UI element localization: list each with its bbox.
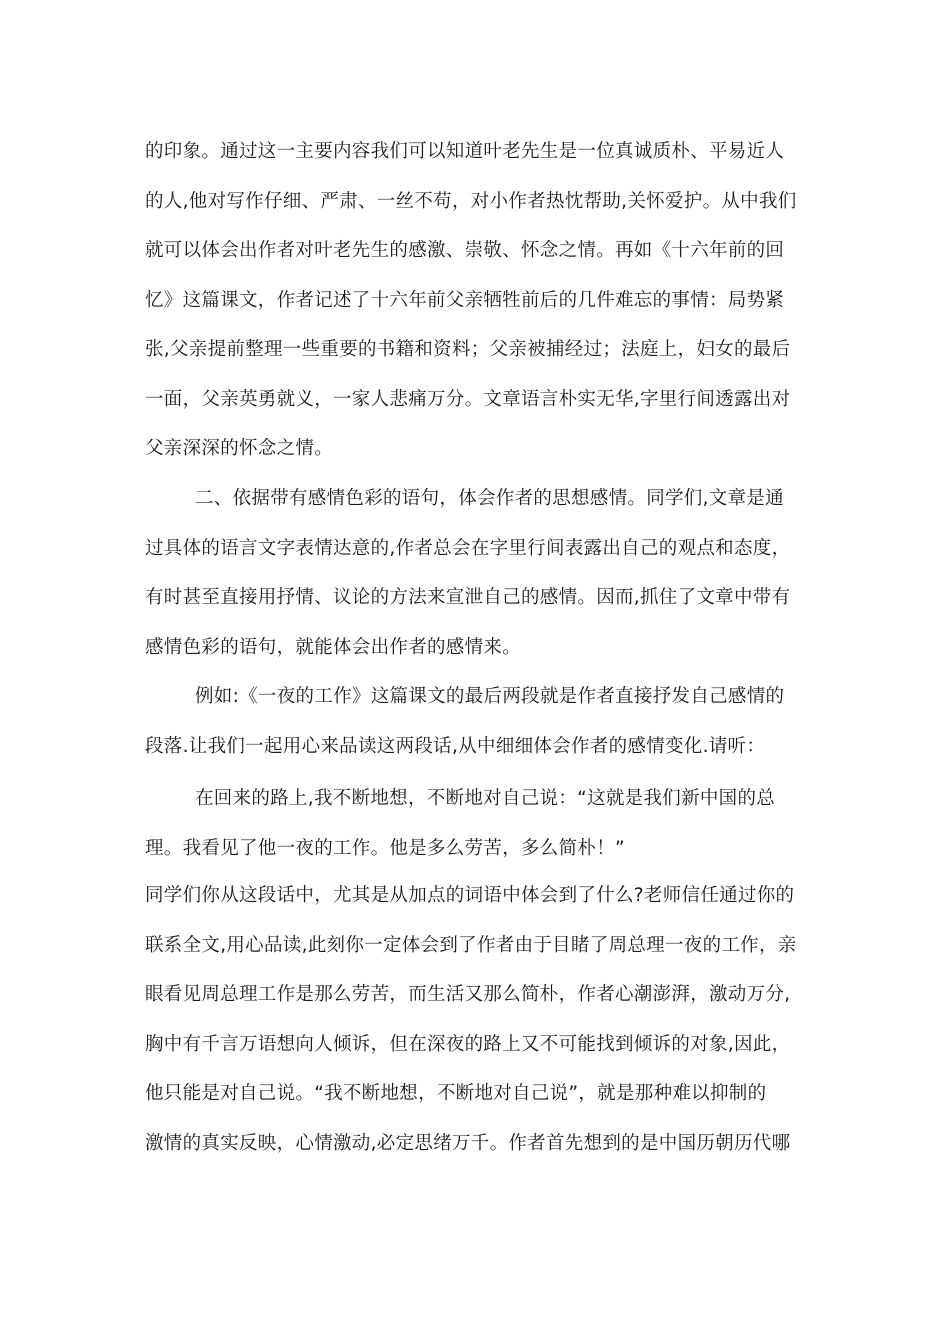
text-line: 的人,他对写作仔细、严肃、一丝不苟，对小作者热忱帮助,关怀爱护。从中我们 bbox=[145, 190, 797, 212]
text-line: 理。我看见了他一夜的工作。他是多么劳苦，多么简朴！” bbox=[145, 837, 625, 859]
quoted-passage bbox=[145, 774, 810, 873]
text-line: 在回来的路上,我不断地想，不断地对自己说：“这就是我们新中国的总 bbox=[195, 788, 776, 809]
text-line: 眼看见周总理工作是那么劳苦，而生活又那么简朴，作者心潮澎湃，激动万分, bbox=[145, 984, 791, 1005]
text-line: 感情色彩的语句，就能体会出作者的感情来。 bbox=[145, 636, 522, 658]
text-line: 父亲深深的怀念之情。 bbox=[145, 438, 334, 459]
paragraph-2 bbox=[145, 474, 810, 672]
text-line: 的印象。通过这一主要内容我们可以知道叶老先生是一位真诚质朴、平易近人 bbox=[145, 141, 785, 162]
text-line: 同学们你从这段话中，尤其是从加点的词语中体会到了什么?老师信任通过你的 bbox=[145, 885, 795, 906]
text-line: 张,父亲提前整理一些重要的书籍和资料；父亲被捕经过；法庭上，妇女的最后 bbox=[145, 339, 791, 360]
text-line: 段落.让我们一起用心来品读这两段话,从中细细体会作者的感情变化.请听： bbox=[145, 735, 766, 757]
text-line: 例如:《一夜的工作》这篇课文的最后两段就是作者直接抒发自己感情的 bbox=[195, 686, 785, 707]
text-line: 过具体的语言文字表情达意的,作者总会在字里行间表露出自己的观点和态度， bbox=[145, 537, 791, 559]
text-line: 就可以体会出作者对叶老先生的感激、崇敬、怀念之情。再如《十六年前的回 bbox=[145, 240, 785, 261]
paragraph-3 bbox=[145, 672, 810, 771]
text-line: 他只能是对自己说。“我不断地想，不断地对自己说”，就是那种难以抑制的 bbox=[145, 1083, 767, 1104]
paragraph-5 bbox=[145, 871, 810, 1168]
text-line: 一面，父亲英勇就义，一家人悲痛万分。文章语言朴实无华,字里行间透露出对 bbox=[145, 388, 791, 410]
text-line: 忆》这篇课文，作者记述了十六年前父亲牺牲前后的几件难忘的事情：局势紧 bbox=[145, 289, 785, 311]
paragraph-1 bbox=[145, 127, 810, 474]
text-line: 联系全文,用心品读,此刻你一定体会到了作者由于目睹了周总理一夜的工作，亲 bbox=[145, 934, 797, 956]
text-line: 二、依据带有感情色彩的语句，体会作者的思想感情。同学们,文章是通 bbox=[195, 488, 784, 509]
text-line: 激情的真实反映，心情激动,必定思绪万千。作者首先想到的是中国历朝历代哪 bbox=[145, 1132, 791, 1154]
text-line: 胸中有千言万语想向人倾诉，但在深夜的路上又不可能找到倾诉的对象,因此， bbox=[145, 1033, 791, 1055]
text-line: 有时甚至直接用抒情、议论的方法来宣泄自己的感情。因而,抓住了文章中带有 bbox=[145, 587, 791, 608]
